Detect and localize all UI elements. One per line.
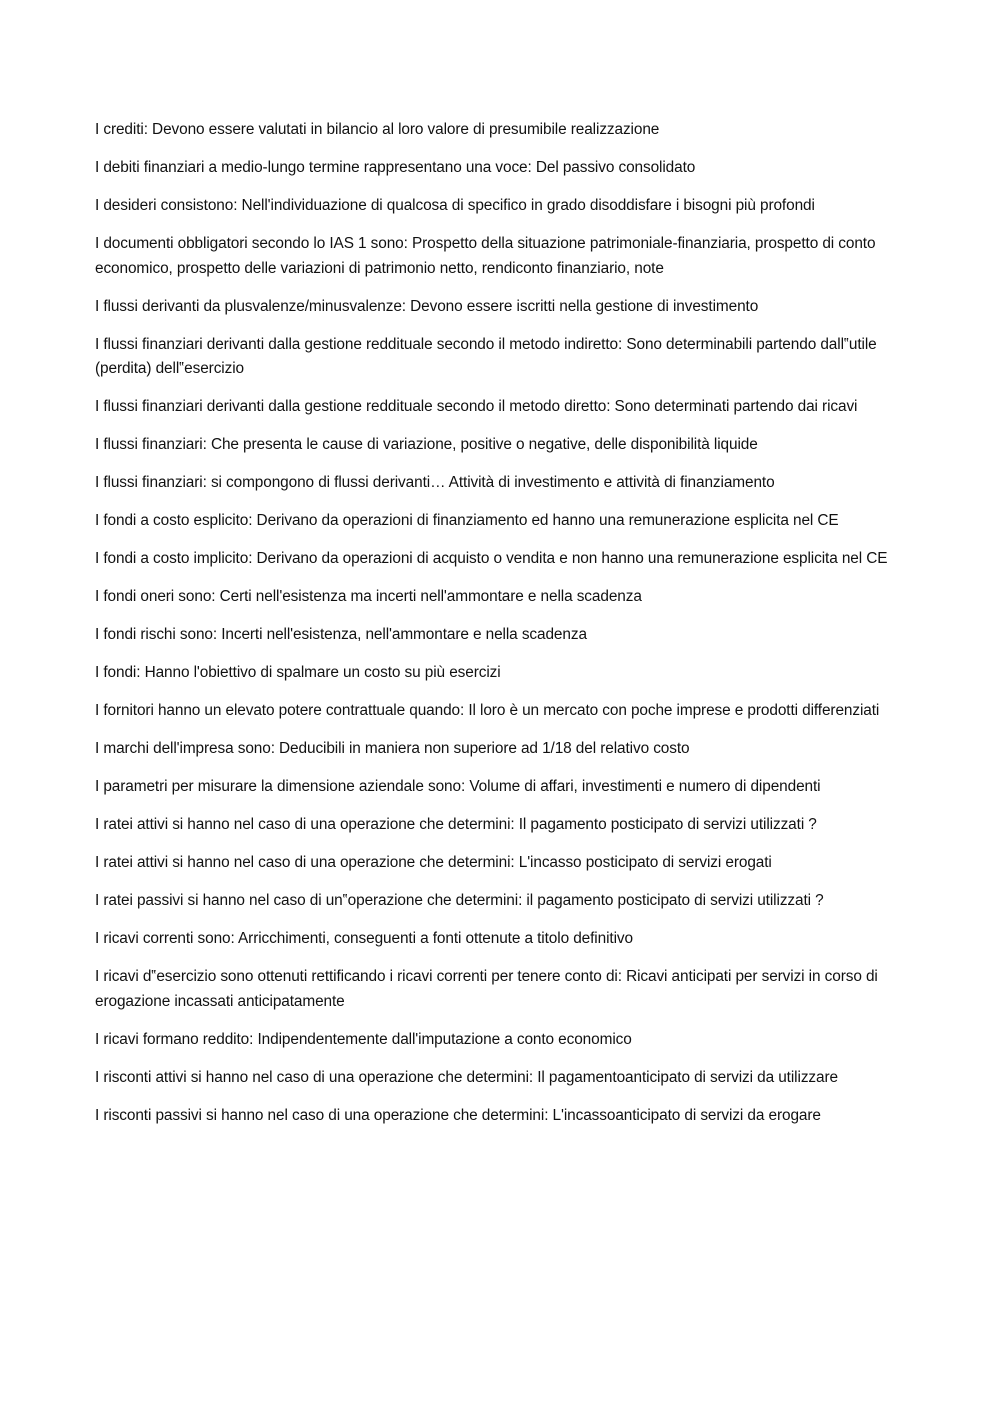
entry-ricavi-correnti: I ricavi correnti sono: Arricchimenti, conseguenti a fonti ottenute a titolo definitivo — [95, 930, 633, 947]
entry-fondi-costo-esplicito: I fondi a costo esplicito: Derivano da operazioni di finanziamento ed hanno una remunerazione esplicita nel CE — [95, 512, 839, 529]
entry-flussi-finanziari-cause: I flussi finanziari: Che presenta le cause di variazione, positive o negative, delle disponibilità liquide — [95, 436, 758, 453]
entry-marchi: I marchi dell'impresa sono: Deducibili in maniera non superiore ad 1/18 del relativo costo — [95, 740, 690, 757]
entry-ricavi-esercizio: I ricavi d‟esercizio sono ottenuti rettificando i ricavi correnti per tenere conto di: Ricavi anticipati per servizi in corso di erogazione incassati anticipatamente — [95, 968, 878, 1010]
entry-fondi-costo-implicito: I fondi a costo implicito: Derivano da operazioni di acquisto o vendita e non hanno una remunerazione esplicita nel CE — [95, 550, 888, 567]
entry-ratei-attivi-incasso: I ratei attivi si hanno nel caso di una operazione che determini: L'incasso posticipato di servizi erogati — [95, 854, 772, 871]
entry-flussi-finanziari-composizione: I flussi finanziari: si compongono di flussi derivanti… Attività di investimento e attività di finanziamento — [95, 474, 775, 491]
entry-flussi-plusvalenze: I flussi derivanti da plusvalenze/minusvalenze: Devono essere iscritti nella gestione di investimento — [95, 297, 759, 315]
entry-ratei-passivi: I ratei passivi si hanno nel caso di un‟operazione che determini: il pagamento posticipato di servizi utilizzati ? — [95, 892, 824, 909]
entry-list — [95, 118, 910, 1142]
entry-documenti-obbligatori: I documenti obbligatori secondo lo IAS 1 sono: Prospetto della situazione patrimoniale-finanziaria, prospetto di conto economico, prospetto delle variazioni di patrimonio netto, rendiconto finanziario, note — [95, 235, 876, 277]
entry-risconti-passivi: I risconti passivi si hanno nel caso di una operazione che determini: L'incassoanticipato di servizi da erogare — [95, 1106, 821, 1124]
entry-flussi-metodo-diretto: I flussi finanziari derivanti dalla gestione reddituale secondo il metodo diretto: Sono determinati partendo dai ricavi — [95, 398, 858, 415]
entry-crediti: I crediti: Devono essere valutati in bilancio al loro valore di presumibile realizzazione — [95, 121, 660, 138]
entry-ricavi-reddito: I ricavi formano reddito: Indipendentemente dall'imputazione a conto economico — [95, 1030, 632, 1048]
entry-flussi-metodo-indiretto: I flussi finanziari derivanti dalla gestione reddituale secondo il metodo indiretto: Sono determinabili partendo dall‟utile (perdita) dell‟esercizio — [95, 335, 877, 377]
entry-fondi: I fondi: Hanno l'obiettivo di spalmare un costo su più esercizi — [95, 664, 501, 681]
entry-ratei-attivi-pagamento: I ratei attivi si hanno nel caso di una operazione che determini: Il pagamento posticipato di servizi utilizzati ? — [95, 816, 817, 833]
entry-debiti-finanziari: I debiti finanziari a medio-lungo termine rappresentano una voce: Del passivo consolidato — [95, 159, 696, 176]
entry-fornitori: I fornitori hanno un elevato potere contrattuale quando: Il loro è un mercato con poche imprese e prodotti differenziati — [95, 702, 880, 719]
entry-desideri: I desideri consistono: Nell'individuazione di qualcosa di specifico in grado disoddisfare i bisogni più profondi — [95, 197, 815, 214]
entry-parametri-dimensione: I parametri per misurare la dimensione aziendale sono: Volume di affari, investimenti e numero di dipendenti — [95, 778, 821, 795]
entry-fondi-oneri: I fondi oneri sono: Certi nell'esistenza ma incerti nell'ammontare e nella scadenza — [95, 588, 642, 605]
entry-risconti-attivi: I risconti attivi si hanno nel caso di una operazione che determini: Il pagamentoanticipato di servizi da utilizzare — [95, 1068, 838, 1086]
entry-fondi-rischi: I fondi rischi sono: Incerti nell'esistenza, nell'ammontare e nella scadenza — [95, 626, 587, 643]
